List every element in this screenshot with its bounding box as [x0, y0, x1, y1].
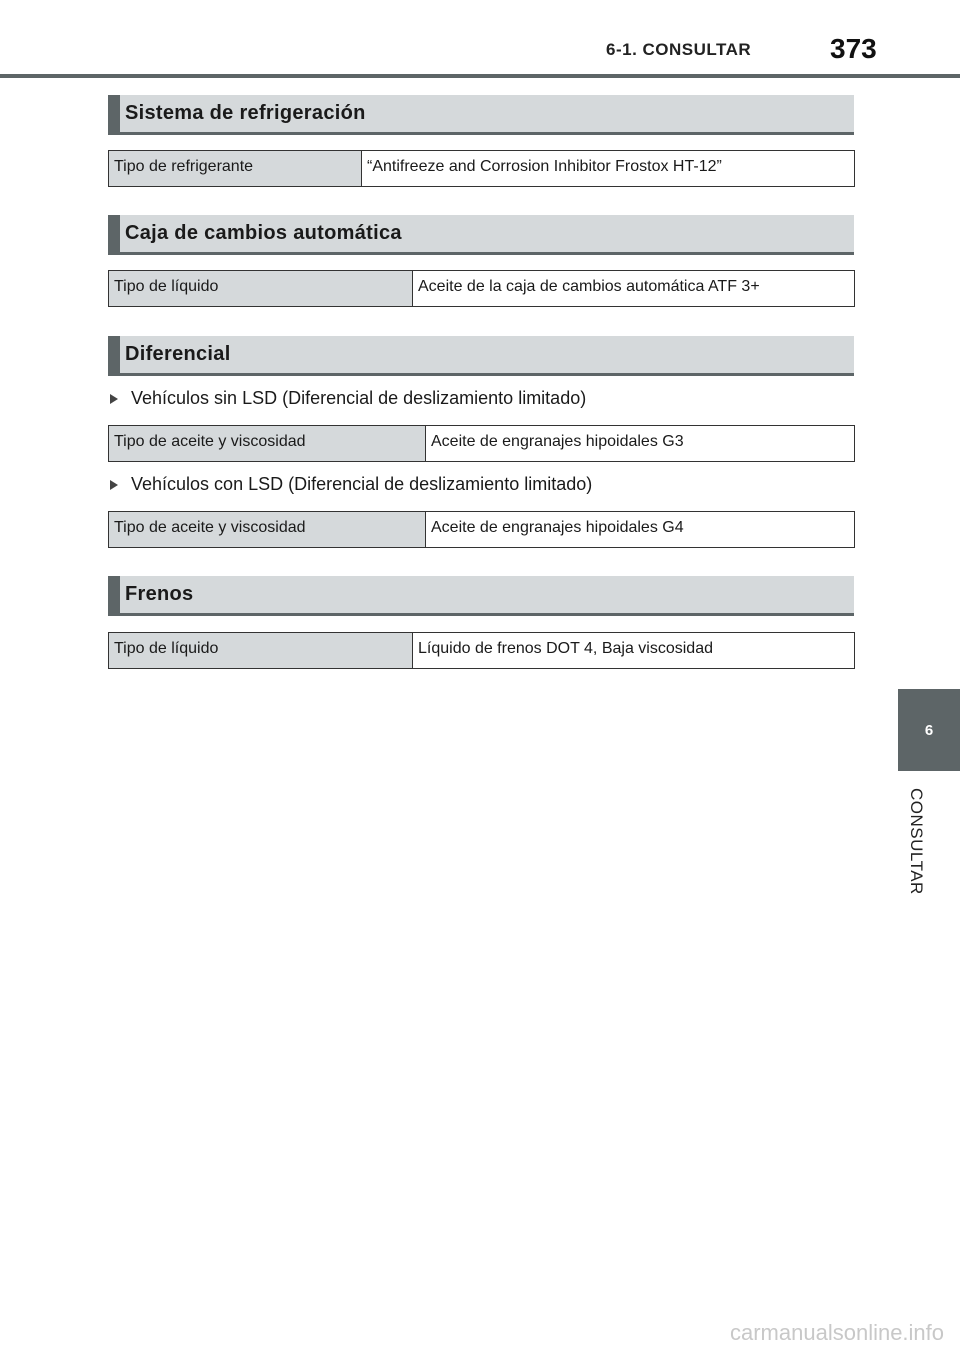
triangle-bullet-icon	[110, 394, 118, 404]
spec-table-aceite-g3	[108, 425, 855, 462]
spec-label: Tipo de líquido	[109, 633, 413, 668]
bullet-sin-lsd	[110, 388, 586, 409]
spec-value: Aceite de engranajes hipoidales G3	[431, 433, 684, 450]
spec-table-liquido-caja	[108, 270, 855, 307]
spec-table-liquido-frenos	[108, 632, 855, 669]
bullet-text: Vehículos sin LSD (Diferencial de deslizamiento limitado)	[131, 388, 587, 408]
spec-value: “Antifreeze and Corrosion Inhibitor Frostox HT-12”	[367, 158, 722, 175]
triangle-bullet-icon	[110, 480, 118, 490]
spec-value: Aceite de engranajes hipoidales G4	[431, 519, 684, 536]
section-header-refrigeracion	[108, 95, 854, 135]
watermark-text: carmanualsonline.info	[730, 1320, 945, 1345]
spec-value: Líquido de frenos DOT 4, Baja viscosidad	[418, 640, 713, 657]
section-title: Diferencial	[125, 343, 231, 365]
section-title: Frenos	[125, 583, 194, 605]
section-title: Caja de cambios automática	[125, 222, 402, 244]
bullet-text: Vehículos con LSD (Diferencial de deslizamiento limitado)	[131, 474, 593, 494]
section-header-diferencial	[108, 336, 854, 376]
page-number: 373	[830, 33, 877, 64]
header-divider	[0, 74, 960, 78]
section-title: Sistema de refrigeración	[125, 102, 366, 124]
chapter-tab-label: CONSULTAR	[907, 788, 926, 895]
spec-label: Tipo de aceite y viscosidad	[109, 512, 426, 547]
spec-label: Tipo de refrigerante	[109, 151, 362, 186]
section-header-frenos	[108, 576, 854, 616]
spec-label: Tipo de aceite y viscosidad	[109, 426, 426, 461]
chapter-tab[interactable]	[898, 689, 960, 771]
spec-table-aceite-g4	[108, 511, 855, 548]
chapter-number: 6	[924, 721, 934, 739]
bullet-con-lsd	[110, 474, 592, 495]
spec-label: Tipo de líquido	[109, 271, 413, 306]
spec-table-refrigerante	[108, 150, 855, 187]
spec-value: Aceite de la caja de cambios automática ATF 3+	[418, 278, 760, 295]
chapter-title: 6-1. CONSULTAR	[606, 40, 752, 59]
section-header-caja-cambios	[108, 215, 854, 255]
